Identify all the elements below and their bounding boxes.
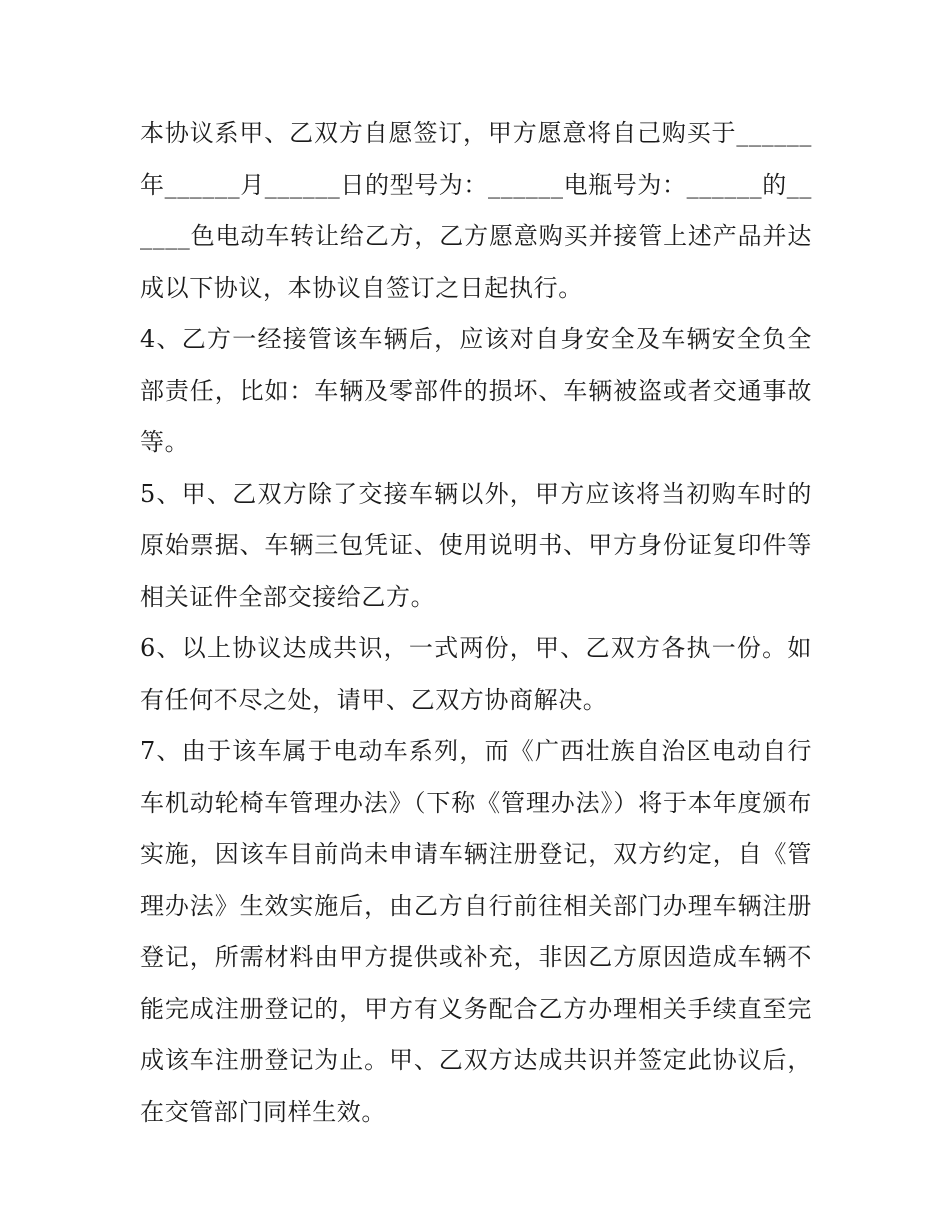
clause-5-paragraph: 5、甲、乙双方除了交接车辆以外，甲方应该将当初购车时的原始票据、车辆三包凭证、使用说明书、甲方身份证复印件等相关证件全部交接给乙方。	[140, 479, 812, 611]
clause-6-paragraph: 6、以上协议达成共识，一式两份，甲、乙双方各执一份。如有任何不尽之处，请甲、乙双方协商解决。	[140, 634, 812, 714]
clause-7-paragraph: 7、由于该车属于电动车系列，而《广西壮族自治区电动自行车机动轮椅车管理办法》（下称《管理办法》）将于本年度颁布实施，因该车目前尚未申请车辆注册登记，双方约定，自《管理办法》生效实施后，由乙方自行前往相关部门办理车辆注册登记，所需材料由甲方提供或补充，非因乙方原因造成车辆不能完成注册登记的，甲方有义务配合乙方办理相关手续直至完成该车注册登记为止。甲、乙双方达成共识并签定此协议后，在交管部门同样生效。	[140, 737, 812, 1126]
clause-4-paragraph: 4、乙方一经接管该车辆后，应该对自身安全及车辆安全负全部责任，比如：车辆及零部件的损坏、车辆被盗或者交通事故等。	[140, 325, 812, 456]
intro-paragraph: 本协议系甲、乙双方自愿签订，甲方愿意将自己购买于______年______月______日的型号为：______电瓶号为：______的______色电动车转让给乙方，乙方愿意购买并接管上述产品并达成以下协议，本协议自签订之日起执行。	[140, 119, 812, 302]
document-page	[140, 108, 812, 1138]
